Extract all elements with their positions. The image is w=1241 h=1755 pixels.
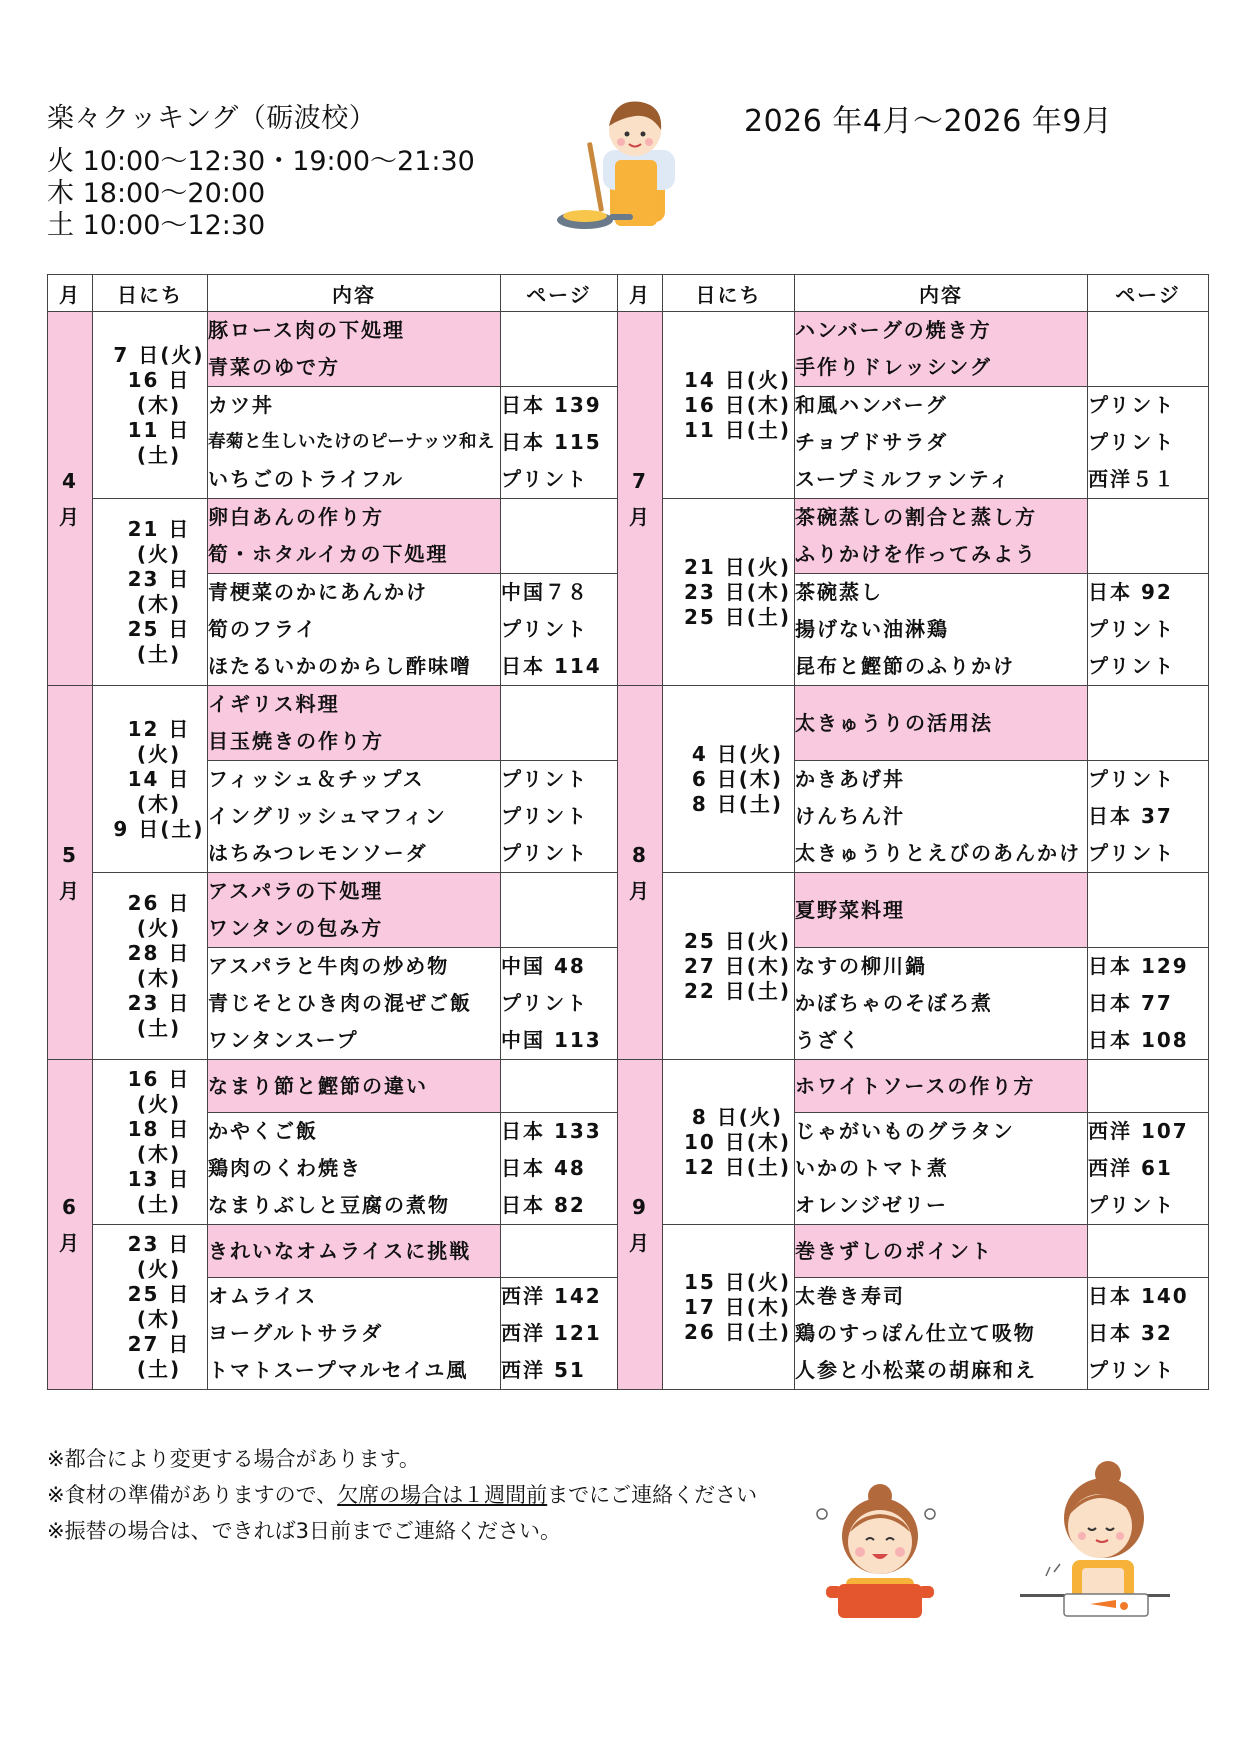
dish-page: プリント	[1088, 430, 1176, 454]
topic-page-cell	[501, 312, 618, 387]
topic-label: 太きゅうりの活用法	[795, 711, 993, 735]
date-cell	[93, 1225, 208, 1390]
dish-cell	[208, 387, 501, 499]
lesson-date: 13 日(土)	[127, 1167, 191, 1216]
lesson-date: 23 日(木)	[127, 567, 191, 616]
dish-page-cell	[501, 1278, 618, 1390]
topic-page-cell	[501, 686, 618, 761]
note-text: ※食材の準備がありますので、	[47, 1483, 338, 1507]
lesson-date: 23 日(火)	[127, 1232, 191, 1281]
schedule-line: 火 10:00～12:30・19:00～21:30	[47, 146, 475, 177]
dish-page: 西洋 142	[501, 1284, 602, 1308]
dish-cell	[208, 948, 501, 1060]
chef-boy-frying-illustration	[555, 92, 675, 240]
note-line: ※都合により変更する場合があります。	[47, 1447, 420, 1471]
dish-name: いちごのトライフル	[208, 467, 404, 491]
dish-cell	[208, 1113, 501, 1225]
dish-page: プリント	[501, 991, 589, 1015]
dish-cell	[208, 761, 501, 873]
date-cell	[663, 686, 795, 873]
topic-label: 手作りドレッシング	[795, 355, 992, 379]
lesson-date: 11 日(土)	[127, 417, 191, 467]
dish-page: プリント	[1088, 654, 1176, 678]
lesson-date: 16 日(木)	[127, 367, 191, 417]
topic-page-cell	[501, 873, 618, 948]
topic-label: 目玉焼きの作り方	[208, 729, 384, 753]
dish-name: チョプドサラダ	[795, 430, 949, 454]
lesson-date: 21 日(火)	[683, 554, 792, 579]
header-content: 内容	[795, 275, 1088, 312]
lesson-table	[47, 274, 1209, 1390]
dish-name: いかのトマト煮	[795, 1156, 949, 1180]
topic-page-cell	[1088, 873, 1209, 948]
dish-name: オレンジゼリー	[795, 1193, 948, 1217]
dish-page: プリント	[501, 617, 589, 641]
dish-page: 日本 48	[501, 1156, 586, 1180]
topic-cell	[795, 1225, 1088, 1278]
dish-page-cell	[1088, 574, 1209, 686]
dish-page-cell	[501, 387, 618, 499]
topic-page-cell	[1088, 1060, 1209, 1113]
lesson-date: 14 日(火)	[683, 367, 792, 392]
dish-page: 西洋 51	[501, 1358, 586, 1382]
dish-name: 昆布と鰹節のふりかけ	[795, 654, 1015, 678]
lesson-date: 4 日(火)	[691, 741, 784, 766]
lesson-date: 23 日(木)	[683, 579, 792, 604]
dish-page: プリント	[1088, 767, 1176, 791]
month-cell	[618, 686, 663, 1060]
topic-cell	[208, 873, 501, 948]
lesson-topic-row	[48, 686, 1209, 761]
dish-page: 日本 140	[1088, 1284, 1189, 1308]
note-line	[47, 1479, 757, 1509]
dish-name: カツ丼	[208, 393, 274, 417]
dish-name: 青じそとひき肉の混ぜご飯	[208, 991, 472, 1015]
lesson-date: 22 日(土)	[683, 978, 792, 1003]
dish-page: 日本 92	[1088, 580, 1173, 604]
lesson-date: 25 日(土)	[683, 604, 792, 629]
lesson-date: 25 日(木)	[127, 1282, 191, 1331]
dish-name: ワンタンスープ	[208, 1028, 359, 1052]
month-label: 月	[629, 504, 651, 529]
topic-label: なまり節と鰹節の違い	[208, 1074, 428, 1098]
dish-name: うざく	[795, 1028, 861, 1052]
dish-page-cell	[501, 1113, 618, 1225]
dish-page: 日本 139	[501, 393, 602, 417]
lesson-date: 25 日(火)	[683, 928, 792, 953]
dish-name: 筍のフライ	[208, 617, 318, 641]
header-page: ページ	[1088, 275, 1209, 312]
lesson-date: 26 日(土)	[683, 1319, 792, 1344]
dish-page-cell	[1088, 1278, 1209, 1390]
month-label: 5	[62, 842, 78, 867]
date-cell	[93, 499, 208, 686]
month-cell	[48, 686, 93, 1060]
month-cell	[618, 312, 663, 686]
topic-cell	[795, 312, 1088, 387]
dish-name: 茶碗蒸し	[795, 580, 883, 604]
dish-name: はちみつレモンソーダ	[208, 841, 428, 865]
month-label: 4	[62, 468, 78, 493]
month-label: 月	[59, 504, 81, 529]
dish-name: スープミルファンティ	[795, 467, 1011, 491]
dish-page: 西洋 121	[501, 1321, 602, 1345]
topic-label: 青菜のゆで方	[208, 355, 340, 379]
dish-page-cell	[501, 574, 618, 686]
topic-label: 卵白あんの作り方	[208, 505, 384, 529]
date-cell	[663, 1060, 795, 1225]
topic-cell	[208, 499, 501, 574]
dish-name: 和風ハンバーグ	[795, 393, 948, 417]
month-cell	[618, 1060, 663, 1390]
dish-page: プリント	[501, 841, 589, 865]
month-label: 7	[632, 468, 648, 493]
dish-page: プリント	[501, 767, 589, 791]
lesson-date: 9 日(土)	[113, 816, 205, 841]
header-content: 内容	[208, 275, 501, 312]
schedule-line: 木 18:00～20:00	[47, 178, 266, 209]
lesson-date: 18 日(木)	[127, 1117, 191, 1166]
woman-cutting-carrot-illustration	[1020, 1454, 1170, 1622]
dish-cell	[795, 761, 1088, 873]
topic-label: きれいなオムライスに挑戦	[208, 1239, 472, 1263]
header-month: 月	[618, 275, 663, 312]
dish-name: かやくご飯	[208, 1119, 318, 1143]
dish-page-cell	[1088, 1113, 1209, 1225]
dish-name: けんちん汁	[795, 804, 905, 828]
dish-page: プリント	[1088, 617, 1176, 641]
dish-name: 鶏肉のくわ焼き	[208, 1156, 362, 1180]
topic-cell	[208, 312, 501, 387]
topic-label: 茶碗蒸しの割合と蒸し方	[795, 505, 1037, 529]
month-cell	[48, 312, 93, 686]
lesson-date: 12 日(土)	[683, 1154, 792, 1179]
dish-name: かきあげ丼	[795, 767, 905, 791]
topic-label: 筍・ホタルイカの下処理	[208, 542, 449, 566]
dish-page: プリント	[501, 467, 589, 491]
date-cell	[663, 312, 795, 499]
lesson-date: 12 日(火)	[127, 716, 191, 766]
lesson-date: 16 日(火)	[127, 1067, 191, 1116]
date-cell	[663, 1225, 795, 1390]
dish-cell	[795, 387, 1088, 499]
dish-name: 鶏のすっぽん仕立て吸物	[795, 1321, 1036, 1345]
dish-cell	[208, 1278, 501, 1390]
topic-cell	[208, 1225, 501, 1278]
dish-page: 日本 108	[1088, 1028, 1189, 1052]
lesson-topic-row	[48, 312, 1209, 387]
dish-name: 太きゅうりとえびのあんかけ	[795, 841, 1081, 865]
dish-page: 中国 48	[501, 954, 586, 978]
date-cell	[93, 312, 208, 499]
date-cell	[93, 873, 208, 1060]
dish-page: プリント	[501, 804, 589, 828]
lesson-date: 21 日(火)	[127, 517, 191, 566]
topic-page-cell	[1088, 686, 1209, 761]
schedule-line: 土 10:00～12:30	[47, 210, 266, 241]
dish-name: かぼちゃのそぼろ煮	[795, 991, 993, 1015]
dish-page-cell	[1088, 948, 1209, 1060]
note-text: までにご連絡ください	[547, 1483, 758, 1507]
dish-name: 太巻き寿司	[795, 1284, 905, 1308]
topic-page-cell	[501, 499, 618, 574]
note-underlined: 欠席の場合は１週間前	[337, 1483, 548, 1507]
dish-name: 人参と小松菜の胡麻和え	[795, 1358, 1037, 1382]
dish-page-cell	[501, 948, 618, 1060]
dish-page: 日本 82	[501, 1193, 586, 1217]
date-cell	[93, 686, 208, 873]
dish-name: なすの柳川鍋	[795, 954, 927, 978]
topic-page-cell	[1088, 499, 1209, 574]
dish-page-cell	[1088, 387, 1209, 499]
date-cell	[663, 873, 795, 1060]
topic-label: ハンバーグの焼き方	[795, 318, 992, 342]
dish-cell	[795, 1113, 1088, 1225]
dish-name: ヨーグルトサラダ	[208, 1321, 384, 1345]
lesson-date: 27 日(土)	[127, 1332, 191, 1381]
dish-page: 日本 114	[501, 654, 602, 678]
dish-page: プリント	[1088, 1358, 1176, 1382]
topic-cell	[795, 499, 1088, 574]
lesson-date: 8 日(土)	[691, 791, 784, 816]
lesson-date: 25 日(土)	[127, 617, 191, 666]
month-label: 月	[59, 878, 81, 903]
topic-cell	[795, 873, 1088, 948]
dish-cell	[795, 1278, 1088, 1390]
dish-name: 揚げない油淋鶏	[795, 617, 949, 641]
period-label: 2026 年4月～2026 年9月	[744, 104, 1113, 139]
month-label: 月	[629, 878, 651, 903]
lesson-date: 7 日(火)	[113, 342, 205, 367]
lesson-date: 6 日(木)	[691, 766, 784, 791]
month-label: 9	[632, 1194, 648, 1219]
lesson-date: 26 日(火)	[127, 891, 191, 940]
date-cell	[663, 499, 795, 686]
dish-name: 青梗菜のかにあんかけ	[208, 580, 428, 604]
header-date: 日にち	[663, 275, 795, 312]
topic-label: 豚ロース肉の下処理	[208, 318, 405, 342]
topic-label: アスパラの下処理	[208, 879, 384, 903]
topic-label: 夏野菜料理	[795, 898, 905, 922]
dish-name: じゃがいものグラタン	[795, 1119, 1015, 1143]
dish-name: ほたるいかのからし酢味噌	[208, 654, 472, 678]
lesson-date: 15 日(火)	[683, 1269, 792, 1294]
header-month: 月	[48, 275, 93, 312]
dish-page-cell	[1088, 761, 1209, 873]
dish-page: プリント	[1088, 841, 1176, 865]
dish-cell	[208, 574, 501, 686]
dish-page: 日本 77	[1088, 991, 1173, 1015]
topic-cell	[795, 1060, 1088, 1113]
lesson-date: 10 日(木)	[683, 1129, 792, 1154]
month-label: 6	[62, 1194, 78, 1219]
dish-page-cell	[501, 761, 618, 873]
dish-cell	[795, 574, 1088, 686]
dish-name: トマトスープマルセイユ風	[208, 1358, 469, 1382]
dish-name: フィッシュ＆チップス	[208, 767, 425, 791]
topic-page-cell	[501, 1060, 618, 1113]
dish-name: イングリッシュマフィン	[208, 804, 447, 828]
lesson-date: 16 日(木)	[683, 392, 792, 417]
lesson-date: 27 日(木)	[683, 953, 792, 978]
dish-page: 西洋５１	[1088, 467, 1176, 491]
topic-cell	[208, 1060, 501, 1113]
dish-name: なまりぶしと豆腐の煮物	[208, 1193, 450, 1217]
topic-label: ふりかけを作ってみよう	[795, 542, 1037, 566]
dish-page: 西洋 61	[1088, 1156, 1173, 1180]
dish-page: 日本 37	[1088, 804, 1173, 828]
topic-label: ワンタンの包み方	[208, 916, 384, 940]
dish-name: 春菊と生しいたけのピーナッツ和え	[208, 432, 495, 452]
month-cell	[48, 1060, 93, 1390]
header-page: ページ	[501, 275, 618, 312]
dish-page: プリント	[1088, 393, 1176, 417]
month-label: 8	[632, 842, 648, 867]
lesson-date: 14 日(木)	[127, 766, 191, 816]
date-cell	[93, 1060, 208, 1225]
dish-page: 中国７８	[501, 580, 589, 604]
dish-page: 中国 113	[501, 1028, 602, 1052]
month-label: 月	[629, 1230, 651, 1255]
topic-page-cell	[1088, 1225, 1209, 1278]
topic-label: 巻きずしのポイント	[795, 1239, 993, 1263]
page-title: 楽々クッキング（砺波校）	[47, 103, 377, 134]
dish-cell	[795, 948, 1088, 1060]
lesson-date: 28 日(木)	[127, 941, 191, 990]
topic-page-cell	[1088, 312, 1209, 387]
lesson-date: 23 日(土)	[127, 991, 191, 1040]
note-line: ※振替の場合は、できれば3日前までご連絡ください。	[47, 1519, 561, 1543]
month-label: 月	[59, 1230, 81, 1255]
dish-page: 日本 129	[1088, 954, 1189, 978]
header-date: 日にち	[93, 275, 208, 312]
dish-page: 日本 32	[1088, 1321, 1173, 1345]
dish-page: 日本 115	[501, 430, 602, 454]
woman-holding-pot-illustration	[808, 1474, 948, 1626]
topic-label: ホワイトソースの作り方	[795, 1074, 1036, 1098]
lesson-date: 8 日(火)	[691, 1104, 784, 1129]
topic-cell	[208, 686, 501, 761]
dish-page: プリント	[1088, 1193, 1176, 1217]
lesson-topic-row	[48, 1060, 1209, 1113]
lesson-date: 11 日(土)	[683, 417, 792, 442]
dish-name: アスパラと牛肉の炒め物	[208, 954, 450, 978]
table-header-row	[48, 275, 1209, 312]
dish-page: 日本 133	[501, 1119, 602, 1143]
topic-cell	[795, 686, 1088, 761]
topic-label: イギリス料理	[208, 692, 340, 716]
topic-page-cell	[501, 1225, 618, 1278]
dish-page: 西洋 107	[1088, 1119, 1189, 1143]
lesson-date: 17 日(木)	[683, 1294, 792, 1319]
dish-name: オムライス	[208, 1284, 318, 1308]
